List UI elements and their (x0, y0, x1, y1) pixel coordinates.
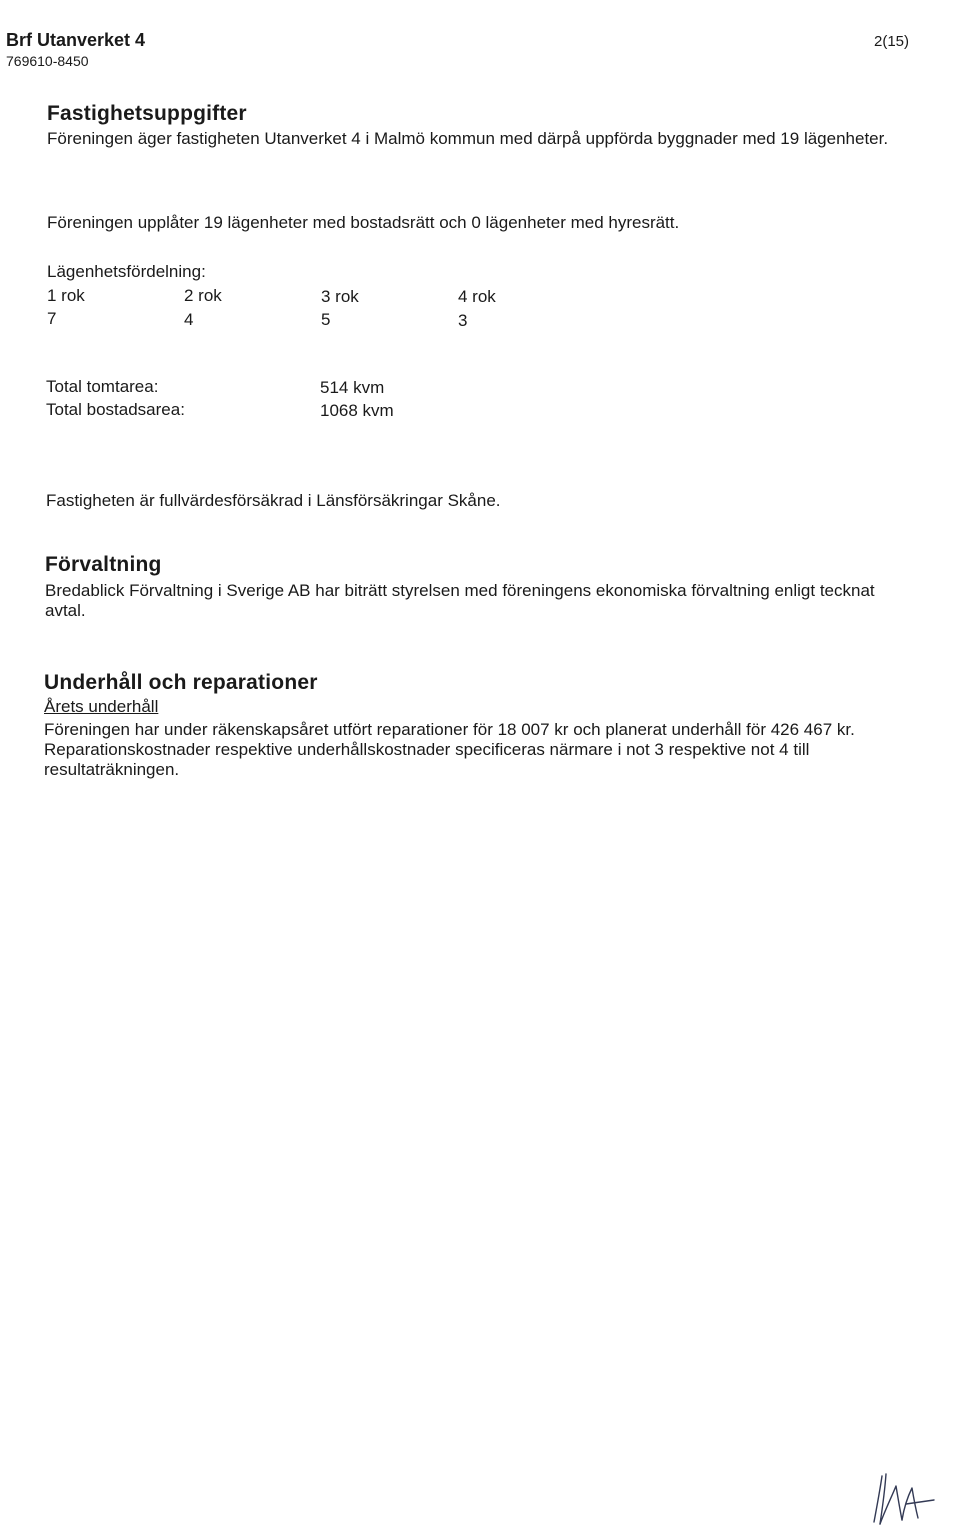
total-land-area-value: 514 kvm (320, 378, 385, 397)
insurance-statement: Fastigheten är fullvärdesförsäkrad i Länsförsäkringar Skåne. (46, 491, 501, 510)
distribution-column-header: 1 rok (47, 286, 85, 305)
distribution-value: 7 (47, 309, 57, 328)
subheading-arets-underhall: Årets underhåll (44, 697, 159, 716)
distribution-value: 4 (184, 310, 194, 329)
section-heading-underhall: Underhåll och reparationer (44, 671, 318, 694)
page-number: 2(15) (874, 33, 910, 50)
signature-initials-icon (868, 1468, 938, 1530)
section-heading-forvaltning: Förvaltning (45, 553, 162, 576)
distribution-column-header: 4 rok (458, 287, 496, 306)
distribution-value: 3 (458, 311, 468, 330)
distribution-value: 5 (321, 310, 331, 329)
maintenance-description: Föreningen har under räkenskapsåret utfört reparationer för 18 007 kr och planerat underhåll för 426 467 kr. Reparationskostnader respektive underhållskostnader specificeras närmare i not 3 respektive not 4 till resultaträkningen. (44, 720, 855, 779)
organization-number: 769610-8450 (6, 53, 89, 69)
apartment-distribution-label: Lägenhetsfördelning: (47, 262, 206, 281)
section-heading-fastighetsuppgifter: Fastighetsuppgifter (47, 102, 247, 125)
distribution-column-header: 3 rok (321, 287, 359, 306)
total-living-area-label: Total bostadsarea: (46, 400, 185, 419)
distribution-column-header: 2 rok (184, 286, 222, 305)
organization-name: Brf Utanverket 4 (6, 30, 146, 50)
management-description: Bredablick Förvaltning i Sverige AB har biträtt styrelsen med föreningens ekonomiska förvaltning enligt tecknat avtal. (45, 581, 875, 620)
property-description: Föreningen äger fastigheten Utanverket 4 i Malmö kommun med därpå uppförda byggnader med 19 lägenheter. (47, 129, 889, 148)
tenure-description: Föreningen upplåter 19 lägenheter med bostadsrätt och 0 lägenheter med hyresrätt. (47, 213, 680, 232)
total-land-area-label: Total tomtarea: (46, 377, 159, 396)
total-living-area-value: 1068 kvm (320, 401, 394, 420)
